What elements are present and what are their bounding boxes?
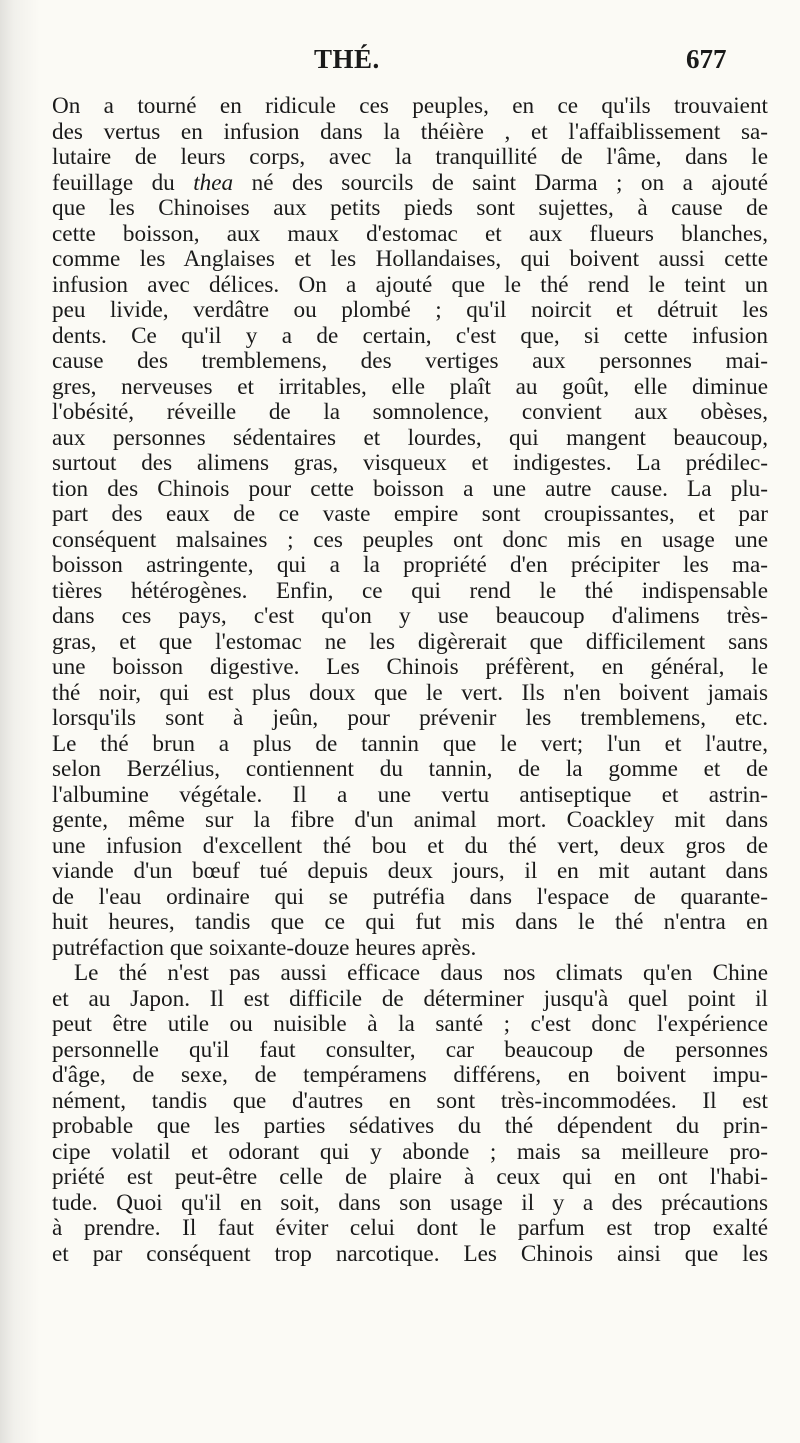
text-line: cause des tremblemens, des vertiges aux personnes mai-: [52, 349, 768, 374]
text-line: putréfaction que soixante-douze heures après.: [52, 935, 477, 961]
text-line: infusion avec délices. On a ajouté que le thé rend le teint un: [52, 272, 768, 298]
text-line: et par conséquent trop narcotique. Les Chinois ainsi que les: [52, 1241, 768, 1267]
text-line: aux personnes sédentaires et lourdes, qui mangent beaucoup,: [52, 425, 768, 451]
text-line: l'obésité, réveille de la somnolence, convient aux obèses,: [52, 400, 768, 425]
text-line: surtout des alimens gras, visqueux et indigestes. La prédilec-: [52, 451, 768, 476]
text-line: lutaire de leurs corps, avec la tranquillité de l'âme, dans le: [52, 145, 768, 170]
text-line: de l'eau ordinaire qui se putréfia dans l'espace de quarante-: [52, 884, 768, 910]
text-line: peu livide, verdâtre ou plombé ; qu'il noircit et détruit les: [52, 298, 768, 323]
text-line: Le thé n'est pas aussi efficace daus nos climats qu'en Chine: [74, 961, 768, 986]
text-line: cette boisson, aux maux d'estomac et aux flueurs blanches,: [52, 221, 768, 247]
text-line: et au Japon. Il est difficile de déterminer jusqu'à quel point il: [52, 986, 768, 1012]
text-line: des vertus en infusion dans la théière , et l'affaiblissement sa-: [52, 119, 768, 145]
text-line: gras, et que l'estomac ne les digèrerait que difficilement sans: [52, 629, 768, 655]
text-line: gres, nerveuses et irritables, elle plaît au goût, elle diminue: [52, 374, 768, 400]
text-line: gente, même sur la fibre d'un animal mort. Coackley mit dans: [52, 808, 768, 833]
text-line: peut être utile ou nuisible à la santé ; c'est donc l'expérience: [52, 1012, 768, 1037]
page-header: [0, 44, 800, 80]
text-line: thé noir, qui est plus doux que le vert. Ils n'en boivent jamais: [52, 680, 768, 706]
text-line: à prendre. Il faut éviter celui dont le parfum est trop exalté: [52, 1216, 768, 1241]
text-line: dans ces pays, c'est qu'on y use beaucoup d'alimens très-: [52, 604, 768, 629]
text-line: dents. Ce qu'il y a de certain, c'est que, si cette infusion: [52, 323, 768, 349]
text-line: cipe volatil et odorant qui y abonde ; mais sa meilleure pro-: [52, 1139, 768, 1165]
text-line: feuillage du thea né des sourcils de saint Darma ; on a ajouté: [52, 170, 768, 196]
page-number: 677: [686, 44, 727, 74]
text-line: probable que les parties sédatives du thé dépendent du prin-: [52, 1114, 768, 1139]
text-line: personnelle qu'il faut consulter, car beaucoup de personnes: [52, 1037, 768, 1063]
text-line: selon Berzélius, contiennent du tannin, de la gomme et de: [52, 757, 768, 782]
text-line: d'âge, de sexe, de tempéramens différens, en boivent impu-: [52, 1063, 768, 1088]
text-line: nément, tandis que d'autres en sont très-incommodées. Il est: [52, 1088, 768, 1114]
text-line: conséquent malsaines ; ces peuples ont donc mis en usage une: [52, 527, 768, 553]
text-line: part des eaux de ce vaste empire sont croupissantes, et par: [52, 502, 768, 527]
text-line: lorsqu'ils sont à jeûn, pour prévenir les tremblemens, etc.: [52, 706, 768, 731]
text-line: Le thé brun a plus de tannin que le vert; l'un et l'autre,: [52, 731, 768, 757]
text-line: que les Chinoises aux petits pieds sont sujettes, à cause de: [52, 196, 768, 221]
text-line: viande d'un bœuf tué depuis deux jours, il en mit autant dans: [52, 859, 768, 884]
running-title: THÉ.: [314, 44, 380, 74]
text-line: une boisson digestive. Les Chinois préfèrent, en général, le: [52, 655, 768, 680]
text-line: l'albumine végétale. Il a une vertu antiseptique et astrin-: [52, 782, 768, 808]
text-line: On a tourné en ridicule ces peuples, en ce qu'ils trouvaient: [52, 94, 768, 119]
body-text: [52, 94, 768, 1267]
text-line: tion des Chinois pour cette boisson a une autre cause. La plu-: [52, 476, 768, 502]
text-line: tude. Quoi qu'il en soit, dans son usage il y a des précautions: [52, 1190, 768, 1216]
text-line: priété est peut-être celle de plaire à ceux qui en ont l'habi-: [52, 1165, 768, 1190]
text-line: huit heures, tandis que ce qui fut mis dans le thé n'entra en: [52, 910, 768, 935]
italic-word: thea: [193, 170, 234, 196]
text-line: boisson astringente, qui a la propriété d'en précipiter les ma-: [52, 553, 768, 578]
text-line: comme les Anglaises et les Hollandaises, qui boivent aussi cette: [52, 247, 768, 272]
text-line: une infusion d'excellent thé bou et du thé vert, deux gros de: [52, 833, 768, 859]
text-line: tières hétérogènes. Enfin, ce qui rend le thé indispensable: [52, 578, 768, 604]
